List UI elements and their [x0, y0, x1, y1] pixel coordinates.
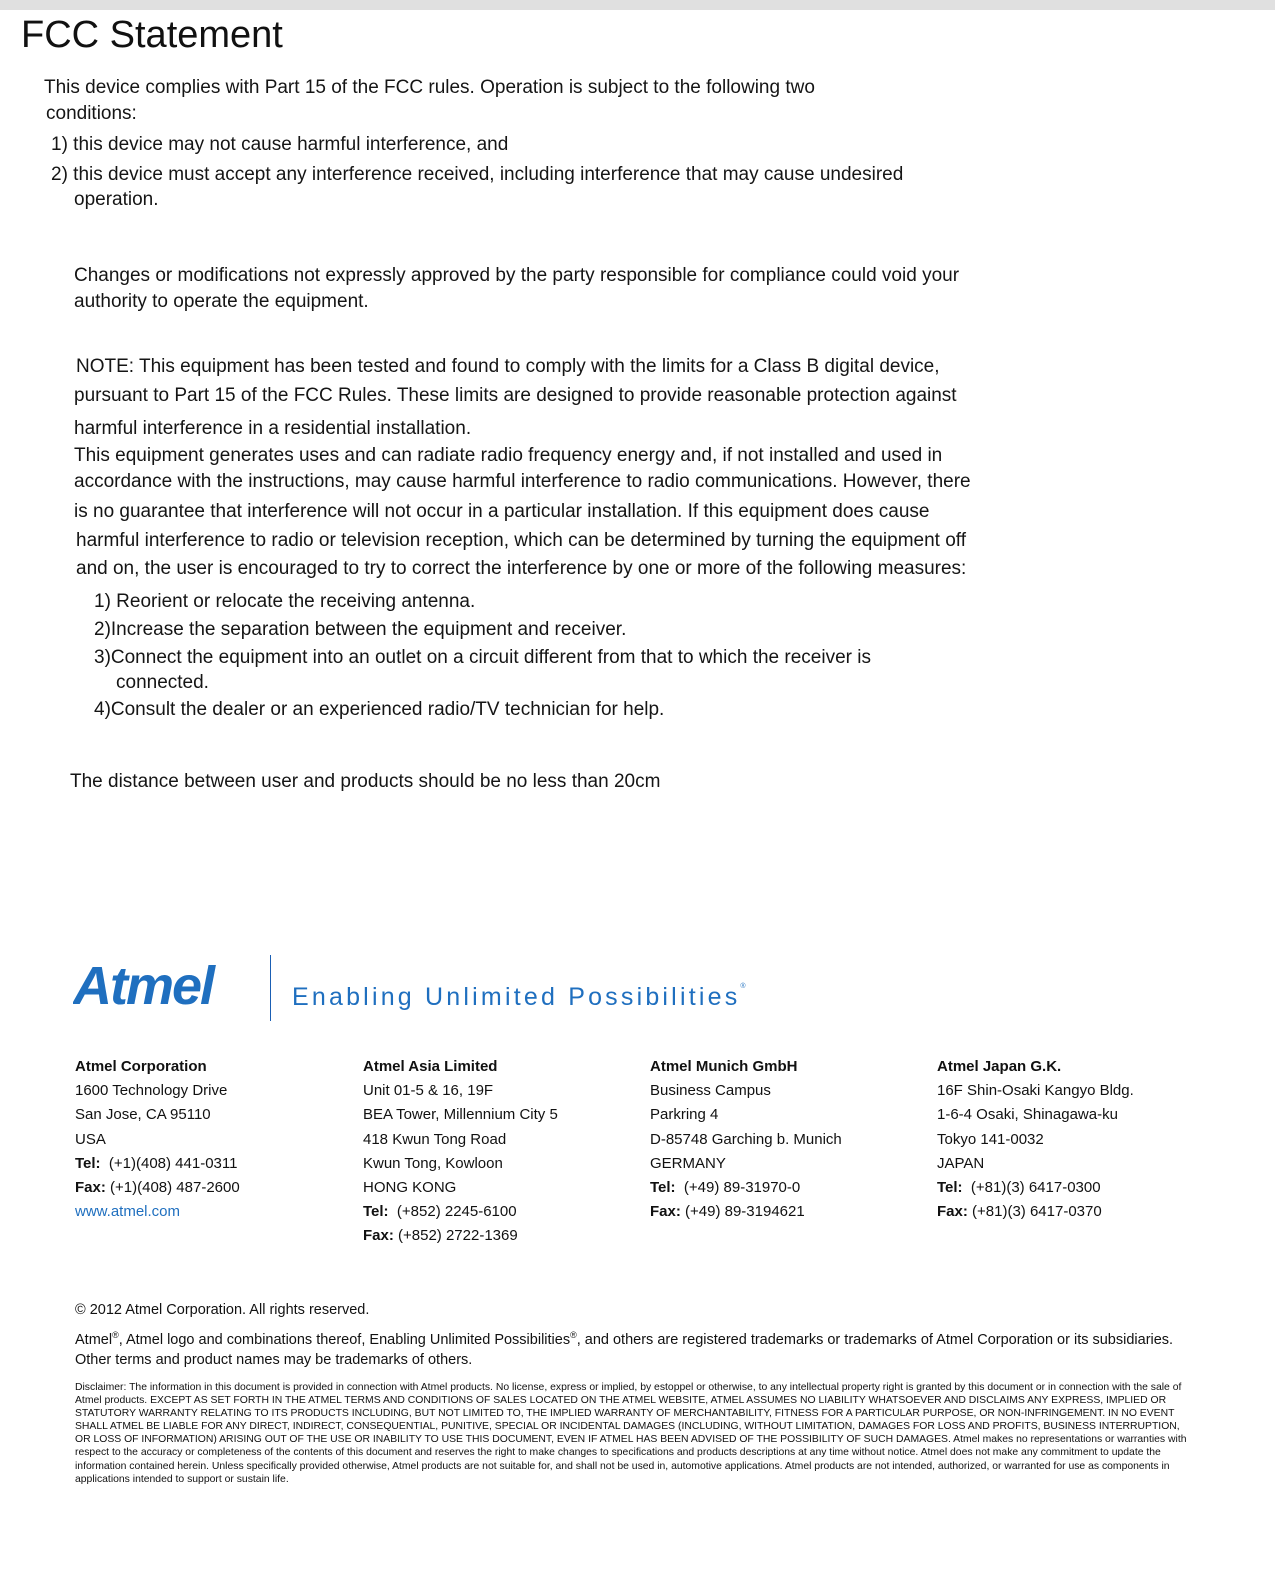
tm-end: , and others are registered trademarks or trademarks of Atmel Corporation or its subsidiaries. Other terms and product names may be trademarks of others. [75, 1331, 1174, 1368]
tagline-text: Enabling Unlimited Possibilities [292, 983, 741, 1011]
tel-label: Tel: [363, 1203, 389, 1221]
top-border [0, 0, 1275, 10]
tagline-registered-mark: ® [740, 983, 746, 990]
tel-label: Tel: [650, 1179, 676, 1197]
intro-text-cont: conditions: [46, 103, 137, 124]
atmel-logo [73, 958, 245, 1010]
condition-1: 1) this device may not cause harmful interference, and [51, 134, 509, 155]
disclaimer: Disclaimer: The information in this document is provided in connection with Atmel products. No license, express or implied, by estoppel or otherwise, to any intellectual property right is granted by this document or in connection with the sale of Atmel products. EXCEPT AS SET FORTH IN THE ATMEL TERMS AND CONDITIONS OF SALES LOCATED ON THE ATMEL WEBSITE, ATMEL ASSUMES NO LIABILITY WHATSOEVER AND DISCLAIMS ANY EXPRESS, IMPLIED OR STATUTORY WARRANTY RELATING TO ITS PRODUCTS INCLUDING, BUT NOT LIMITED TO, THE IMPLIED WARRANTY OF MERCHANTABILITY, FITNESS FOR A PARTICULAR PURPOSE, OR NON-INFRINGEMENT. IN NO EVENT SHALL ATMEL BE LIABLE FOR ANY DIRECT, INDIRECT, CONSEQUENTIAL, PUNITIVE, SPECIAL OR INCIDENTAL DAMAGES (INCLUDING, WITHOUT LIMITATION, DAMAGES FOR LOSS AND PROFITS, BUSINESS INTERRUPTION, OR LOSS OF INFORMATION) ARISING OUT OF THE USE OR INABILITY TO USE THIS DOCUMENT, EVEN IF ATMEL HAS BEEN ADVISED OF THE POSSIBILITY OF SUCH DAMAGES. Atmel makes no representations or warranties with respect to the accuracy or completeness of the contents of this document and reserves the right to make changes to specifications and products descriptions at any time without notice. Atmel does not make any commitment to update the information contained herein. Unless specifically provided otherwise, Atmel products are not suitable for, and shall not be used in, automotive applications. Atmel products are not intended, authorized, or warranted for use as components in applications intended to support or sustain life. [75, 1382, 1187, 1485]
registered-mark: ® [570, 1330, 577, 1340]
intro-text: This device complies with Part 15 of the FCC rules. Operation is subject to the following two [44, 77, 815, 98]
logo-divider [270, 955, 271, 1021]
changes-text-cont: authority to operate the equipment. [74, 291, 369, 312]
address-line: Business Campus [650, 1082, 771, 1100]
tel-label: Tel: [75, 1154, 101, 1172]
address-line: Parkring 4 [650, 1106, 719, 1124]
note-line-5: accordance with the instructions, may cause harmful interference to radio communications. However, there [74, 471, 971, 492]
office-atmel-japan [937, 1055, 1134, 1224]
address-line: BEA Tower, Millennium City 5 [363, 1106, 558, 1124]
office-name: Atmel Munich GmbH [650, 1058, 798, 1075]
copyright: © 2012 Atmel Corporation. All rights reserved. [75, 1302, 370, 1318]
trademark-notice [75, 1325, 1185, 1370]
fax-label: Fax: [75, 1179, 106, 1197]
fax-line [363, 1224, 558, 1248]
website-link[interactable]: www.atmel.com [75, 1203, 181, 1221]
note-line-3: harmful interference in a residential installation. [74, 418, 472, 439]
condition-2: 2) this device must accept any interference received, including interference that may cause undesired [51, 164, 904, 185]
fax-number: (+1)(408) 487-2600 [110, 1179, 240, 1197]
note-line-6: is no guarantee that interference will not occur in a particular installation. If this equipment does cause [74, 501, 930, 522]
phone-line [937, 1176, 1134, 1200]
phone-line [75, 1152, 240, 1176]
address-line: San Jose, CA 95110 [75, 1106, 211, 1124]
address-line: USA [75, 1130, 106, 1148]
address-line: 16F Shin-Osaki Kangyo Bldg. [937, 1082, 1134, 1100]
tel-number: (+81)(3) 6417-0300 [970, 1179, 1101, 1197]
note-line-2: pursuant to Part 15 of the FCC Rules. These limits are designed to provide reasonable protection against [74, 385, 957, 406]
office-name: Atmel Corporation [75, 1058, 207, 1075]
fax-line [937, 1200, 1134, 1224]
tm-atmel: Atmel [75, 1331, 113, 1348]
address-line: 1600 Technology Drive [75, 1082, 228, 1100]
tel-label: Tel: [937, 1179, 963, 1197]
note-line-8: and on, the user is encouraged to try to correct the interference by one or more of the following measures: [76, 558, 967, 579]
registered-mark: ® [112, 1330, 119, 1340]
address-line: 1-6-4 Osaki, Shinagawa-ku [937, 1106, 1118, 1124]
note-line-7: harmful interference to radio or television reception, which can be determined by turning the equipment off [76, 530, 966, 551]
address-line: Kwun Tong, Kowloon [363, 1154, 503, 1172]
fax-number: (+49) 89-3194621 [685, 1203, 805, 1221]
fax-label: Fax: [650, 1203, 681, 1221]
office-atmel-corporation [75, 1055, 240, 1224]
phone-line [650, 1176, 842, 1200]
address-line: Unit 01-5 & 16, 19F [363, 1082, 494, 1100]
measure-2: 2)Increase the separation between the equipment and receiver. [94, 619, 627, 640]
measure-3-cont: connected. [116, 672, 209, 693]
address-line: JAPAN [937, 1154, 985, 1172]
tel-number: (+49) 89-31970-0 [683, 1179, 801, 1197]
fax-number: (+81)(3) 6417-0370 [972, 1203, 1102, 1221]
office-atmel-asia [363, 1055, 558, 1249]
phone-line [363, 1200, 558, 1224]
tel-number: (+852) 2245-6100 [396, 1203, 517, 1221]
measure-4: 4)Consult the dealer or an experienced radio/TV technician for help. [94, 699, 665, 720]
atmel-logo-text: Atmel [73, 958, 214, 1010]
fax-line [650, 1200, 842, 1224]
page-title: FCC Statement [21, 14, 283, 56]
address-line: 418 Kwun Tong Road [363, 1130, 507, 1148]
address-line: HONG KONG [363, 1179, 457, 1197]
tagline [292, 983, 746, 1012]
fax-label: Fax: [937, 1203, 968, 1221]
fax-line [75, 1176, 240, 1200]
tm-middle: , Atmel logo and combinations thereof, Enabling Unlimited Possibilities [118, 1331, 571, 1348]
distance-note: The distance between user and products should be no less than 20cm [70, 771, 661, 792]
address-line: GERMANY [650, 1154, 726, 1172]
measure-1: 1) Reorient or relocate the receiving antenna. [94, 591, 476, 612]
address-line: D-85748 Garching b. Munich [650, 1130, 842, 1148]
office-atmel-munich [650, 1055, 842, 1224]
office-name: Atmel Asia Limited [363, 1058, 498, 1075]
fax-number: (+852) 2722-1369 [398, 1227, 518, 1245]
measure-3: 3)Connect the equipment into an outlet on a circuit different from that to which the receiver is [94, 647, 871, 668]
note-line-1: NOTE: This equipment has been tested and found to comply with the limits for a Class B digital device, [76, 356, 940, 377]
condition-2-cont: operation. [74, 189, 159, 210]
fax-label: Fax: [363, 1227, 394, 1245]
office-name: Atmel Japan G.K. [937, 1058, 1062, 1075]
address-line: Tokyo 141-0032 [937, 1130, 1044, 1148]
tel-number: (+1)(408) 441-0311 [108, 1154, 238, 1172]
changes-text: Changes or modifications not expressly approved by the party responsible for compliance could void your [74, 265, 960, 286]
note-line-4: This equipment generates uses and can radiate radio frequency energy and, if not installed and used in [74, 445, 943, 466]
